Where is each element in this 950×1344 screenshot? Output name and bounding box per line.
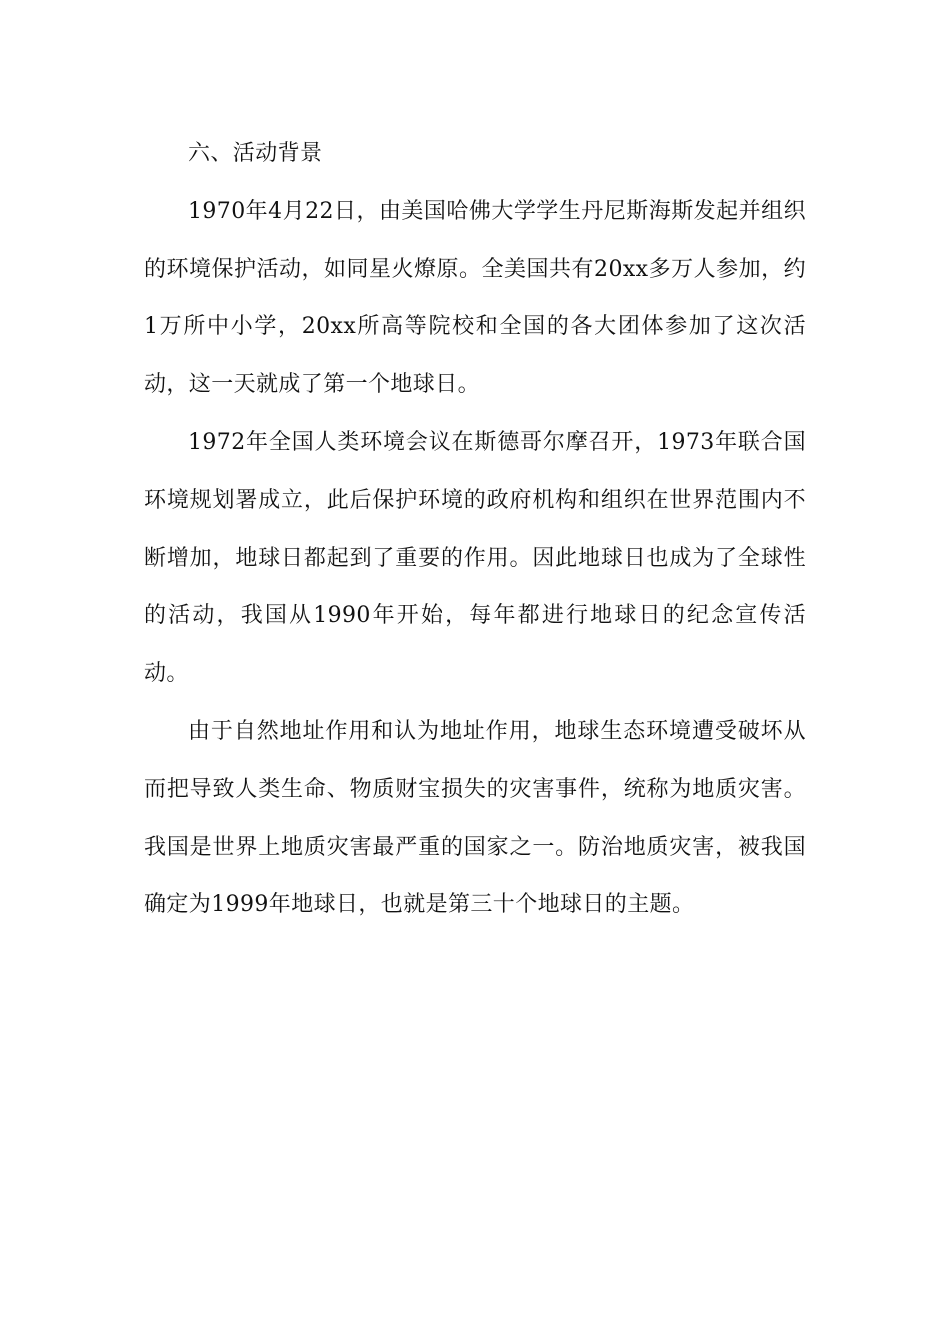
paragraph-global-expansion: 1972年全国人类环境会议在斯德哥尔摩召开，1973年联合国环境规划署成立，此后保护环境的政府机构和组织在世界范围内不断增加，地球日都起到了重要的作用。因此地球日也成为了全球性的活动，我国从1990年开始，每年都进行地球日的纪念宣传活动。 <box>144 429 806 687</box>
section-heading: 六、活动背景 <box>188 141 323 166</box>
paragraph-earth-day-origin: 1970年4月22日，由美国哈佛大学学生丹尼斯海斯发起并组织的环境保护活动，如同星火燎原。全美国共有20xx多万人参加，约1万所中小学，20xx所高等院校和全国的各大团体参加了这次活动，这一天就成了第一个地球日。 <box>144 198 806 398</box>
paragraph-geological-disasters: 由于自然地址作用和认为地址作用，地球生态环境遭受破坏从而把导致人类生命、物质财宝损失的灾害事件，统称为地质灾害。我国是世界上地质灾害最严重的国家之一。防治地质灾害，被我国确定为1999年地球日，也就是第三十个地球日的主题。 <box>144 718 806 918</box>
document-body <box>144 125 806 934</box>
